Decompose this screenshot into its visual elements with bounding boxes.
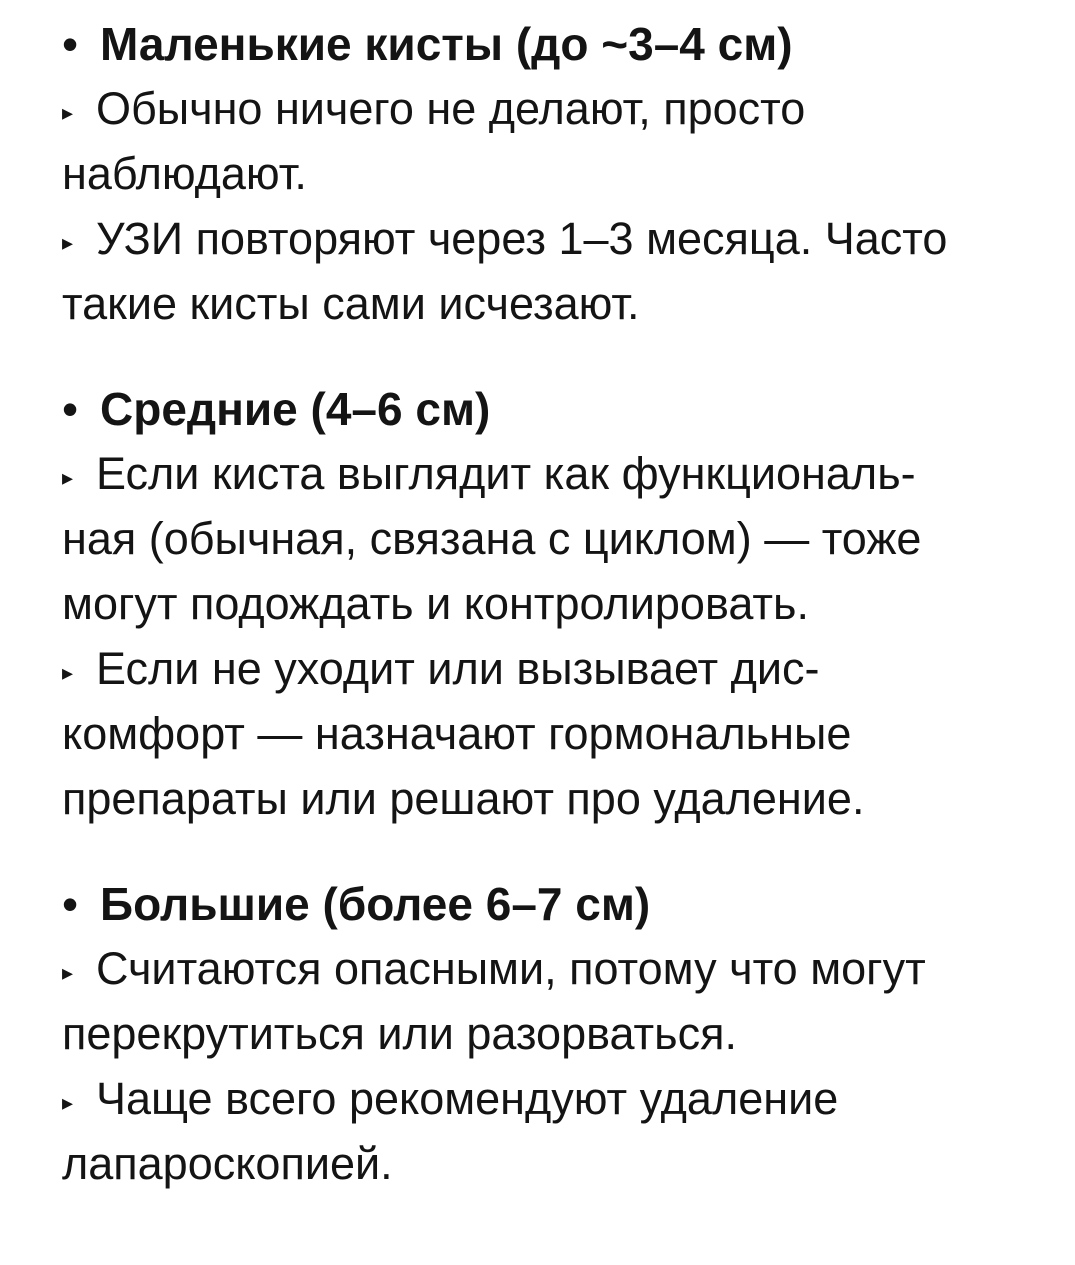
line-text: такие кисты сами исчезают. [62, 278, 640, 329]
text-line [62, 936, 1072, 1001]
line-text: УЗИ повторяют через 1–3 месяца. Часто [96, 213, 948, 264]
text-line [62, 1131, 1072, 1196]
line-text: ная (обычная, связана с циклом) — тоже [62, 513, 922, 564]
line-text: лапароскопией. [62, 1138, 393, 1189]
line-text: перекрутиться или разорваться. [62, 1008, 737, 1059]
section-large-cysts [62, 873, 1072, 1196]
triangle-bullet-icon: ▸ [62, 660, 74, 685]
line-text: Считаются опасными, потому что могут [96, 943, 926, 994]
text-line [62, 271, 1072, 336]
text-line [62, 206, 1072, 271]
text-line [62, 571, 1072, 636]
text-line [62, 766, 1072, 831]
triangle-bullet-icon: ▸ [62, 465, 74, 490]
triangle-bullet-icon: ▸ [62, 960, 74, 985]
text-line [62, 636, 1072, 701]
triangle-bullet-icon: ▸ [62, 1090, 74, 1115]
text-line [62, 1066, 1072, 1131]
line-text: препараты или решают про удаление. [62, 773, 865, 824]
text-line [62, 701, 1072, 766]
bullet-dot: • [62, 18, 79, 70]
triangle-bullet-icon: ▸ [62, 100, 74, 125]
text-line [62, 1001, 1072, 1066]
section-medium-cysts [62, 378, 1072, 831]
document-body [62, 13, 1072, 1196]
text-line [62, 506, 1072, 571]
bullet-dot: • [62, 383, 79, 435]
section-heading [62, 13, 1072, 76]
line-text: Чаще всего рекомендуют удаление [96, 1073, 839, 1124]
section-title: Средние (4–6 см) [100, 383, 491, 435]
line-text: Если не уходит или вызывает дис- [96, 643, 820, 694]
section-heading [62, 873, 1072, 936]
line-text: комфорт — назначают гормональные [62, 708, 852, 759]
text-line [62, 441, 1072, 506]
triangle-bullet-icon: ▸ [62, 230, 74, 255]
text-line [62, 76, 1072, 141]
line-text: Обычно ничего не делают, просто [96, 83, 806, 134]
line-text: Если киста выглядит как функциональ- [96, 448, 916, 499]
section-title: Маленькие кисты (до ~3–4 см) [100, 18, 793, 70]
section-heading [62, 378, 1072, 441]
text-line [62, 141, 1072, 206]
section-small-cysts [62, 13, 1072, 336]
line-text: могут подождать и контролировать. [62, 578, 809, 629]
bullet-dot: • [62, 878, 79, 930]
line-text: наблюдают. [62, 148, 307, 199]
section-title: Большие (более 6–7 см) [100, 878, 651, 930]
